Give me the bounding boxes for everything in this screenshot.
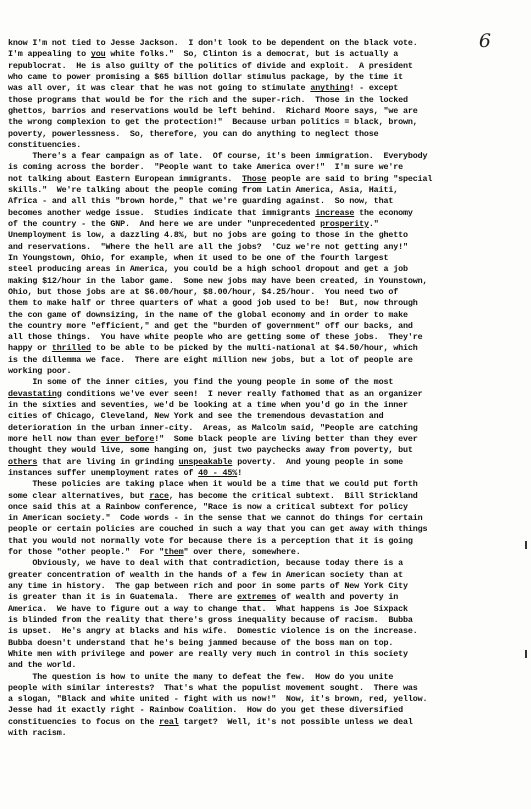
text-line bbox=[8, 558, 520, 569]
text-line bbox=[8, 264, 520, 275]
text-segment: " over there, somewhere. bbox=[183, 547, 301, 558]
text-line bbox=[8, 253, 520, 264]
text-line bbox=[8, 479, 520, 490]
text-segment: cities of Chicago, Cleveland, New York and see the tremendous devastation and bbox=[8, 411, 384, 422]
text-segment: ! bbox=[237, 467, 243, 478]
text-line bbox=[8, 208, 520, 219]
text-segment: is upset. He's angry at blacks and his wife. Domestic violence is on the increase. bbox=[8, 626, 418, 637]
underlined-text: real bbox=[159, 716, 179, 727]
text-line bbox=[8, 95, 520, 106]
text-segment: Ohio, but those jobs are at $6.00/hour, $8.00/hour, $4.25/hour. You need two of bbox=[8, 286, 399, 297]
text-line bbox=[8, 72, 520, 83]
underlined-text: race bbox=[149, 490, 169, 501]
text-segment: that are living in grinding bbox=[37, 456, 179, 467]
text-segment: once said this at a Rainbow conference, "Race is now a critical subtext for policy bbox=[8, 501, 408, 512]
text-segment: skills." We're talking about the people coming from Latin America, Asia, Haiti, bbox=[8, 185, 399, 196]
text-line bbox=[8, 672, 520, 683]
text-segment: The question is how to unite the many to defeat the few. How do you unite bbox=[8, 671, 394, 682]
text-line bbox=[8, 423, 520, 434]
text-line bbox=[8, 615, 520, 626]
text-segment: Bubba doesn't understand that he's being jammed because of the boss man on top. bbox=[8, 637, 394, 648]
text-line bbox=[8, 592, 520, 603]
underlined-text: unspeakable bbox=[178, 456, 233, 467]
text-segment: Africa - and all this "brown horde," that we're guarding against. So now, that bbox=[8, 196, 394, 207]
underlined-text: 40 - 45% bbox=[198, 467, 238, 478]
text-line bbox=[8, 106, 520, 117]
text-line bbox=[8, 705, 520, 716]
text-segment: is greater than it is in Guatemala. There are bbox=[8, 592, 238, 603]
text-line bbox=[8, 411, 520, 422]
text-segment: that you would not normally vote for because there is a perception that it is going bbox=[8, 535, 413, 546]
text-line bbox=[8, 332, 520, 343]
text-segment: In some of the inner cities, you find the young people in some of the most bbox=[8, 377, 394, 388]
text-segment: Jesse had it exactly right - Rainbow Coalition. How do you get these diversified bbox=[8, 705, 403, 716]
text-segment: happy or bbox=[8, 343, 52, 354]
text-segment: the wrong complexion to get the protection!" Because urban politics = black, brown, bbox=[8, 117, 418, 128]
text-segment: ghettos, barrios and reservations would be left behind. Richard Moore says, "we are bbox=[8, 105, 418, 116]
underlined-text: increase bbox=[315, 207, 355, 218]
text-line bbox=[8, 310, 520, 321]
text-segment: poverty. And young people in some bbox=[232, 456, 403, 467]
text-segment: all those things. You have white people who are getting some of these jobs. They're bbox=[8, 332, 423, 343]
text-line bbox=[8, 377, 520, 388]
text-segment: poverty, powerlessness. So, therefore, you can do anything to neglect those bbox=[8, 128, 379, 139]
text-segment: to be able to be picked by the multi-national at $4.50/hour, which bbox=[90, 343, 418, 354]
text-line bbox=[8, 49, 520, 60]
page-number: 6 bbox=[478, 30, 491, 52]
text-line bbox=[8, 638, 520, 649]
text-line bbox=[8, 524, 520, 535]
text-segment: not talking about Eastern European immigrants. bbox=[8, 173, 243, 184]
text-line bbox=[8, 445, 520, 456]
text-line bbox=[8, 457, 520, 468]
text-line bbox=[8, 660, 520, 671]
text-segment: Obviously, we have to deal with that contradiction, because today there is a bbox=[8, 558, 403, 569]
text-segment: people with similar interests? That's what the populist movement sought. There was bbox=[8, 682, 418, 693]
underlined-text: them bbox=[164, 547, 184, 558]
text-segment: White men with privilege and power are really very much in control in this society bbox=[8, 648, 408, 659]
text-segment: There's a fear campaign as of late. Of course, it's been immigration. Everybody bbox=[8, 151, 428, 162]
text-segment: the country more "efficient," and get the "burden of government" off our backs, and bbox=[8, 320, 413, 331]
text-line bbox=[8, 162, 520, 173]
text-segment: who came to power promising a $65 billion dollar stimulus package, by the time it bbox=[8, 71, 403, 82]
text-segment: was all over, it was clear that he was not going to stimulate bbox=[8, 83, 311, 94]
text-line bbox=[8, 581, 520, 592]
text-segment: republocrat. He is also guilty of the politics of divide and exploit. A president bbox=[8, 60, 413, 71]
text-line bbox=[8, 83, 520, 94]
text-segment: making $12/hour in the labor game. Some new jobs may have been created, in Younstown, bbox=[8, 275, 428, 286]
text-line bbox=[8, 536, 520, 547]
text-segment: Unemployment is low, a dazzling 4.8%, but no jobs are going to those in the ghetto bbox=[8, 230, 408, 241]
text-line bbox=[8, 547, 520, 558]
text-line bbox=[8, 570, 520, 581]
text-line bbox=[8, 230, 520, 241]
text-segment: white folks." So, Clinton is a democrat, but is actually a bbox=[105, 49, 399, 60]
text-line bbox=[8, 604, 520, 615]
text-segment: in the sixties and seventies, we'd be looking at a time when you'd go in the inner bbox=[8, 400, 408, 410]
text-line bbox=[8, 287, 520, 298]
text-segment: target? Well, it's not possible unless we deal bbox=[178, 716, 413, 727]
text-line bbox=[8, 151, 520, 162]
text-line bbox=[8, 298, 520, 309]
text-line bbox=[8, 366, 520, 377]
text-line bbox=[8, 468, 520, 479]
text-segment: of the country - the GNP. And here we are under "unprecedented bbox=[8, 219, 321, 229]
text-segment: America. We have to figure out a way to change that. What happens is Joe Sixpack bbox=[8, 603, 408, 614]
text-line bbox=[8, 174, 520, 185]
text-segment: steel producing areas in America, you could be a high school dropout and get a job bbox=[8, 264, 408, 275]
text-segment: in American society." Code words - in the sense that we cannot do things for certain bbox=[8, 513, 423, 524]
text-line bbox=[8, 694, 520, 705]
text-line bbox=[8, 343, 520, 354]
text-segment: for those "other people." For " bbox=[8, 547, 165, 558]
text-segment: a slogan, "Black and white united - fight with us now!" Now, it's brown, red, yellow. bbox=[8, 694, 428, 705]
text-segment: is coming across the border. "People want to take America over!" I'm sure we're bbox=[8, 162, 403, 173]
text-segment: instances suffer unemployment rates of bbox=[8, 467, 199, 478]
margin-mark bbox=[525, 650, 527, 658]
underlined-text: ever before bbox=[100, 433, 155, 444]
text-line bbox=[8, 117, 520, 128]
text-line bbox=[8, 626, 520, 637]
text-line bbox=[8, 389, 520, 400]
text-segment: any time in history. The gap between rich and poor in some parts of New York City bbox=[8, 581, 408, 591]
text-segment: working poor. bbox=[8, 366, 72, 377]
underlined-text: extremes bbox=[237, 592, 277, 603]
underlined-text: Those bbox=[242, 173, 267, 184]
text-segment: greater concentration of wealth in the hands of a few in American society than at bbox=[8, 569, 403, 580]
underlined-text: devastating bbox=[8, 388, 62, 399]
text-line bbox=[8, 196, 520, 207]
text-segment: , has become the critical subtext. Bill Strickland bbox=[168, 490, 418, 501]
text-segment: In Youngstown, Ohio, for example, when it used to be one of the fourth largest bbox=[8, 252, 389, 263]
text-line bbox=[8, 321, 520, 332]
text-segment: more hell now than bbox=[8, 433, 101, 444]
text-segment: !" Some black people are living better than they ever bbox=[154, 433, 418, 444]
text-line bbox=[8, 38, 520, 49]
text-segment: thought they would live, some hanging on, just two paychecks away from poverty, but bbox=[8, 445, 413, 456]
underlined-text: thrilled bbox=[51, 343, 91, 354]
text-segment: I'm appealing to bbox=[8, 49, 91, 60]
text-line bbox=[8, 185, 520, 196]
text-segment: and the world. bbox=[8, 660, 77, 671]
underlined-text: anything bbox=[310, 83, 350, 94]
text-line bbox=[8, 219, 520, 230]
text-line bbox=[8, 242, 520, 253]
text-line bbox=[8, 355, 520, 366]
text-segment: constituencies. bbox=[8, 139, 82, 150]
text-segment: is blinded from the reality that there's gross inequality because of racism. Bubba bbox=[8, 614, 413, 625]
text-segment: These policies are taking place when it would be a time that we could put forth bbox=[8, 479, 418, 490]
text-line bbox=[8, 683, 520, 694]
text-segment: some clear alternatives, but bbox=[8, 490, 150, 501]
text-segment: ! - except bbox=[349, 83, 399, 94]
text-segment: those programs that would be for the rich and the super-rich. Those in the locked bbox=[8, 94, 408, 105]
text-segment: people or certain policies are couched in such a way that you can get away with things bbox=[8, 524, 428, 535]
text-segment: ." bbox=[368, 219, 379, 229]
body-text bbox=[8, 38, 520, 739]
text-line bbox=[8, 400, 520, 411]
text-line bbox=[8, 129, 520, 140]
text-line bbox=[8, 491, 520, 502]
text-line bbox=[8, 276, 520, 287]
text-line bbox=[8, 649, 520, 660]
text-segment: of wealth and poverty in bbox=[276, 592, 399, 603]
text-line bbox=[8, 513, 520, 524]
text-segment: with racism. bbox=[8, 728, 67, 739]
text-segment: constituencies to focus on the bbox=[8, 716, 160, 727]
text-line bbox=[8, 434, 520, 445]
margin-mark bbox=[525, 541, 527, 549]
text-segment: know I'm not tied to Jesse Jackson. I don't look to be dependent on the black vote. bbox=[8, 38, 418, 48]
text-segment: them to make half or three quarters of what a good job used to be! But, now through bbox=[8, 298, 418, 309]
underlined-text: others bbox=[8, 456, 38, 467]
text-line bbox=[8, 140, 520, 151]
text-line bbox=[8, 61, 520, 72]
text-segment: becomes another wedge issue. Studies indicate that immigrants bbox=[8, 207, 316, 218]
text-segment: deterioration in the urban inner-city. Areas, as Malcolm said, "People are catching bbox=[8, 422, 418, 433]
text-segment: and reservations. "Where the hell are all the jobs? 'Cuz we're not getting any!" bbox=[8, 241, 408, 252]
text-line bbox=[8, 717, 520, 728]
text-segment: people are said to bring "special bbox=[266, 173, 433, 184]
underlined-text: you bbox=[90, 49, 106, 60]
text-line bbox=[8, 502, 520, 513]
text-segment: conditions we've ever seen! I never really fathomed that as an organizer bbox=[61, 388, 423, 399]
text-segment: is the dillemma we face. There are eight million new jobs, but a lot of people are bbox=[8, 354, 413, 365]
text-segment: the con game of downsizing, in the name of the global economy and in order to make bbox=[8, 309, 408, 320]
text-segment: the economy bbox=[354, 207, 413, 218]
text-line bbox=[8, 728, 520, 739]
underlined-text: prosperity bbox=[320, 219, 369, 229]
